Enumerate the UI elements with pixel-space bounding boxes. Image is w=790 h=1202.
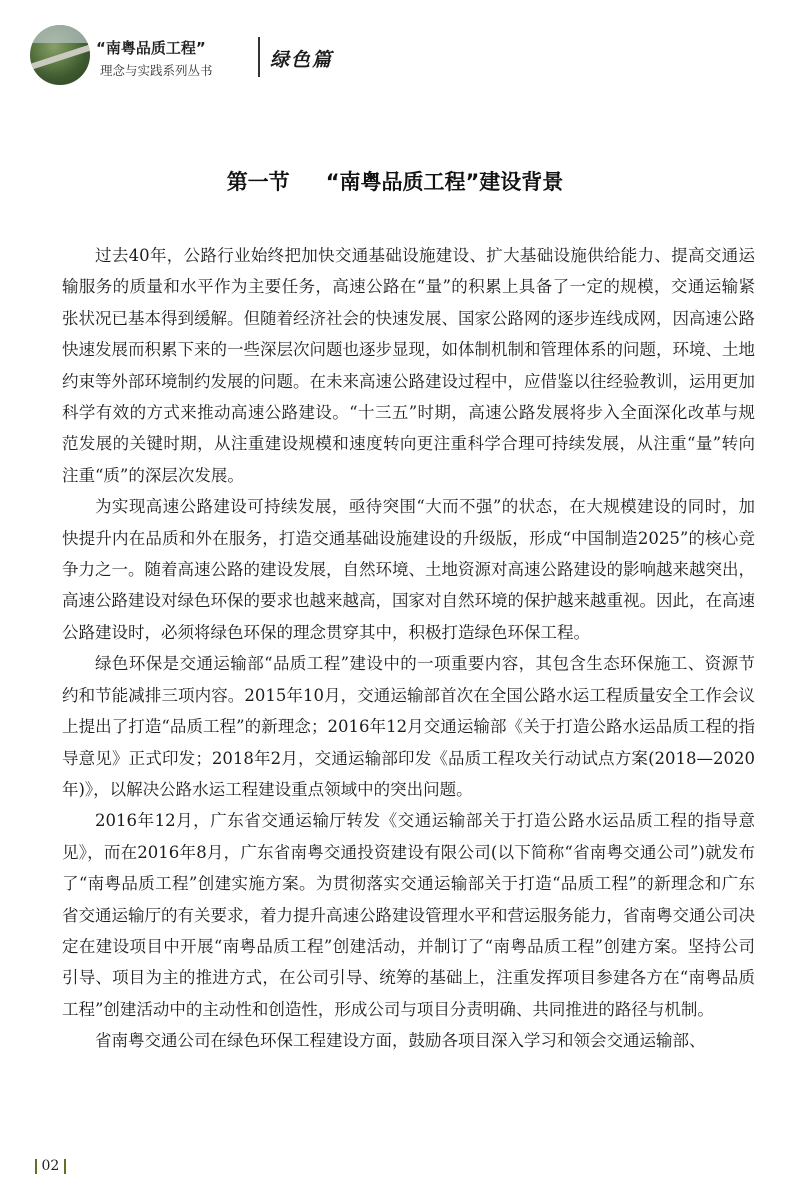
series-title: “南粤品质工程” [96, 39, 206, 57]
page-folio [30, 1158, 71, 1174]
running-header [30, 25, 430, 91]
volume-name: 绿色篇 [270, 49, 334, 71]
series-logo-image [30, 25, 90, 85]
page-number: 02 [41, 1158, 60, 1174]
section-heading [0, 166, 790, 196]
body-text [62, 240, 755, 1057]
paragraph: 省南粤交通公司在绿色环保工程建设方面，鼓励各项目深入学习和领会交通运输部、 [95, 1031, 706, 1051]
folio-bar-left [35, 1159, 37, 1174]
paragraph: 为实现高速公路建设可持续发展，亟待突围“大而不强”的状态，在大规模建设的同时，加快提升内在品质和外在服务，打造交通基础设施建设的升级版，形成“中国制造2025”的核心竞争力之一。随着高速公路的建设发展，自然环境、土地资源对高速公路建设的影响越来越突出，高速公路建设对绿色环保的要求也越来越高，国家对自然环境的保护越来越重视。因此，在高速公路建设时，必须将绿色环保的理念贯穿其中，积极打造绿色环保工程。 [62, 497, 755, 642]
section-number: 第一节 [226, 170, 290, 194]
header-divider [258, 37, 260, 77]
paragraph: 绿色环保是交通运输部“品质工程”建设中的一项重要内容，其包含生态环保施工、资源节约和节能减排三项内容。2015年10月，交通运输部首次在全国公路水运工程质量安全工作会议上提出了打造“品质工程”的新理念；2016年12月交通运输部《关于打造公路水运品质工程的指导意见》正式印发；2018年2月，交通运输部印发《品质工程攻关行动试点方案(2018—2020年)》，以解决公路水运工程建设重点领域中的突出问题。 [62, 654, 755, 799]
section-title: “南粤品质工程”建设背景 [325, 170, 564, 194]
paragraph: 过去40年，公路行业始终把加快交通基础设施建设、扩大基础设施供给能力、提高交通运输服务的质量和水平作为主要任务，高速公路在“量”的积累上具备了一定的规模，交通运输紧张状况已基本得到缓解。但随着经济社会的快速发展、国家公路网的逐步连线成网，因高速公路快速发展而积累下来的一些深层次问题也逐步显现，如体制机制和管理体系的问题，环境、土地约束等外部环境制约发展的问题。在未来高速公路建设过程中，应借鉴以往经验教训，运用更加科学有效的方式来推动高速公路建设。“十三五”时期，高速公路发展将步入全面深化改革与规范发展的关键时期，从注重建设规模和速度转向更注重科学合理可持续发展，从注重“量”转向注重“质”的深层次发展。 [62, 246, 755, 485]
folio-bar-right [64, 1159, 66, 1174]
series-subtitle: 理念与实践系列丛书 [100, 63, 213, 78]
paragraph: 2016年12月，广东省交通运输厅转发《交通运输部关于打造公路水运品质工程的指导意见》，而在2016年8月，广东省南粤交通投资建设有限公司(以下简称“省南粤交通公司”)就发布了“南粤品质工程”创建实施方案。为贯彻落实交通运输部关于打造“品质工程”的新理念和广东省交通运输厅的有关要求，着力提升高速公路建设管理水平和营运服务能力，省南粤交通公司决定在建设项目中开展“南粤品质工程”创建活动，并制订了“南粤品质工程”创建方案。坚持公司引导、项目为主的推进方式，在公司引导、统筹的基础上，注重发挥项目参建各方在“南粤品质工程”创建活动中的主动性和创造性，形成公司与项目分责明确、共同推进的路径与机制。 [62, 811, 755, 1019]
